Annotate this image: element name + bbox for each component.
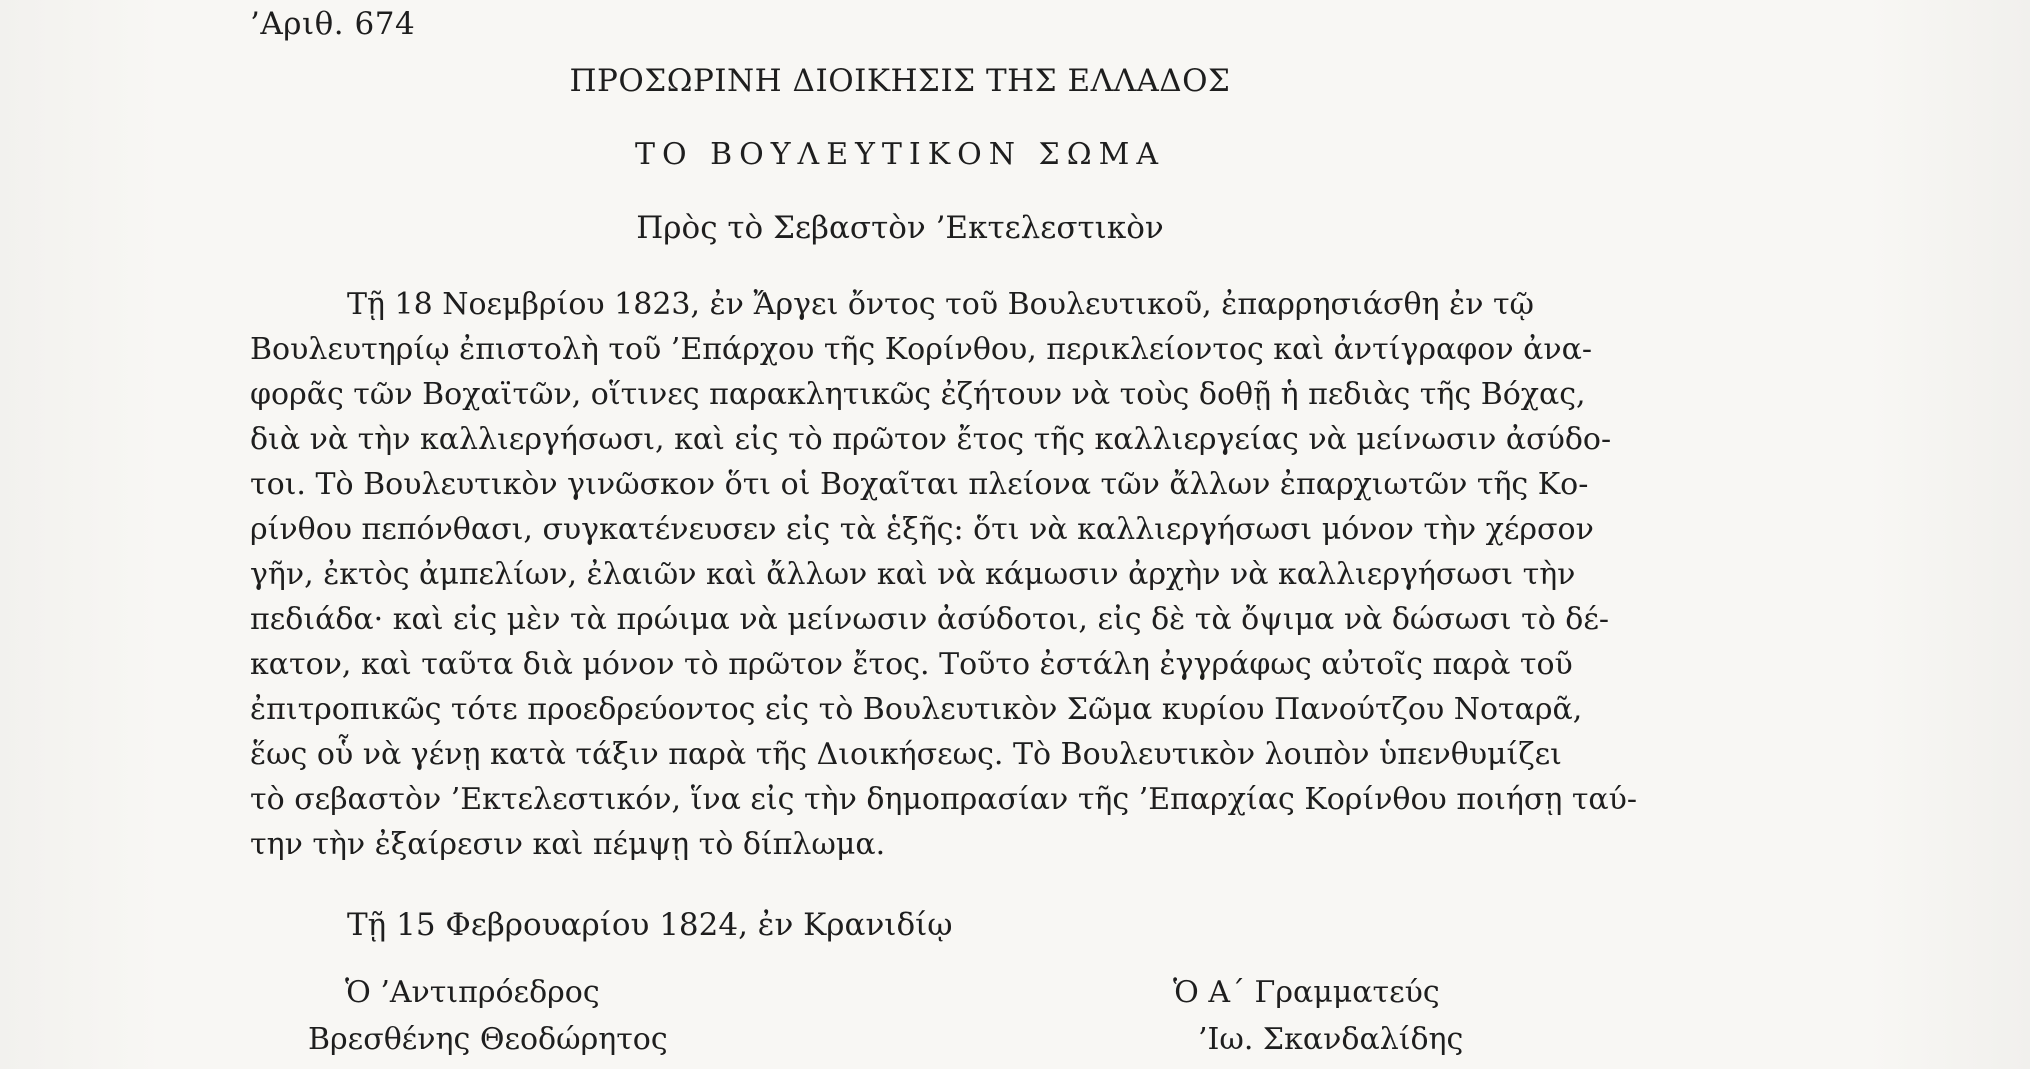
heading-government: ΠΡΟΣΩΡΙΝΗ ΔΙΟΙΚΗΣΙΣ ΤΗΣ ΕΛΛΑΔΟΣ: [569, 63, 1231, 99]
body-line: φορᾶς τῶν Βοχαϊτῶν, οἵτινες παρακλητικῶς ἐζήτουν νὰ τοὺς δοθῇ ἡ πεδιὰς τῆς Βόχας,: [250, 377, 1586, 412]
heading-addressee: Πρὸς τὸ Σεβαστὸν ’Εκτελεστικὸν: [636, 210, 1164, 246]
body-line: κατον, καὶ ταῦτα διὰ μόνον τὸ πρῶτον ἔτος. Τοῦτο ἐστάλη ἐγγράφως αὐτοῖς παρὰ τοῦ: [250, 647, 1573, 682]
body-line: ρίνθου πεπόνθασι, συγκατένευσεν εἰς τὰ ἑξῆς: ὅτι νὰ καλλιεργήσωσι μόνον τὴν χέρσον: [250, 512, 1594, 547]
body-line: την τὴν ἐξαίρεσιν καὶ πέμψῃ τὸ δίπλωμα.: [250, 827, 886, 862]
signature-vice-president-title: Ὁ ’Αντιπρόεδρος: [345, 975, 600, 1010]
signature-secretary-title: Ὁ Α΄ Γραμματεύς: [1173, 975, 1440, 1010]
signature-vice-president-name: Βρεσθένης Θεοδώρητος: [308, 1022, 668, 1057]
document-number: ’Αριθ. 674: [250, 6, 416, 42]
body-line: Τῇ 18 Νοεμβρίου 1823, ἐν Ἄργει ὄντος τοῦ Βουλευτικοῦ, ἐπαρρησιάσθη ἐν τῷ: [347, 287, 1535, 322]
body-line: γῆν, ἐκτὸς ἀμπελίων, ἐλαιῶν καὶ ἄλλων καὶ νὰ κάμωσιν ἀρχὴν νὰ καλλιεργήσωσι τὴν: [250, 557, 1576, 592]
body-line: διὰ νὰ τὴν καλλιεργήσωσι, καὶ εἰς τὸ πρῶτον ἔτος τῆς καλλιεργείας νὰ μείνωσιν ἀσύδο-: [250, 422, 1612, 457]
heading-legislative-body: ΤΟ ΒΟΥΛΕΥΤΙΚΟΝ ΣΩΜΑ: [634, 137, 1166, 172]
body-line: Βουλευτηρίῳ ἐπιστολὴ τοῦ ’Επάρχου τῆς Κορίνθου, περικλείοντος καὶ ἀντίγραφον ἀνα-: [250, 332, 1593, 367]
letter-body: [250, 282, 1638, 867]
body-line: τοι. Τὸ Βουλευτικὸν γινῶσκον ὅτι οἱ Βοχαῖται πλείονα τῶν ἄλλων ἐπαρχιωτῶν τῆς Κο-: [250, 467, 1589, 502]
body-line: πεδιάδα· καὶ εἰς μὲν τὰ πρώιμα νὰ μείνωσιν ἀσύδοτοι, εἰς δὲ τὰ ὄψιμα νὰ δώσωσι τὸ δέ-: [250, 602, 1610, 637]
body-line: ἐπιτροπικῶς τότε προεδρεύοντος εἰς τὸ Βουλευτικὸν Σῶμα κυρίου Πανούτζου Νοταρᾶ,: [250, 692, 1583, 727]
signature-secretary-name: ’Ιω. Σκανδαλίδης: [1198, 1022, 1464, 1057]
body-line: ἕως οὗ νὰ γένῃ κατὰ τάξιν παρὰ τῆς Διοικήσεως. Τὸ Βουλευτικὸν λοιπὸν ὑπενθυμίζει: [250, 737, 1562, 772]
dateline: Τῇ 15 Φεβρουαρίου 1824, ἐν Κρανιδίῳ: [347, 907, 953, 943]
body-line: τὸ σεβαστὸν ’Εκτελεστικόν, ἵνα εἰς τὴν δημοπρασίαν τῆς ’Επαρχίας Κορίνθου ποιήσῃ ταύ-: [250, 782, 1638, 817]
